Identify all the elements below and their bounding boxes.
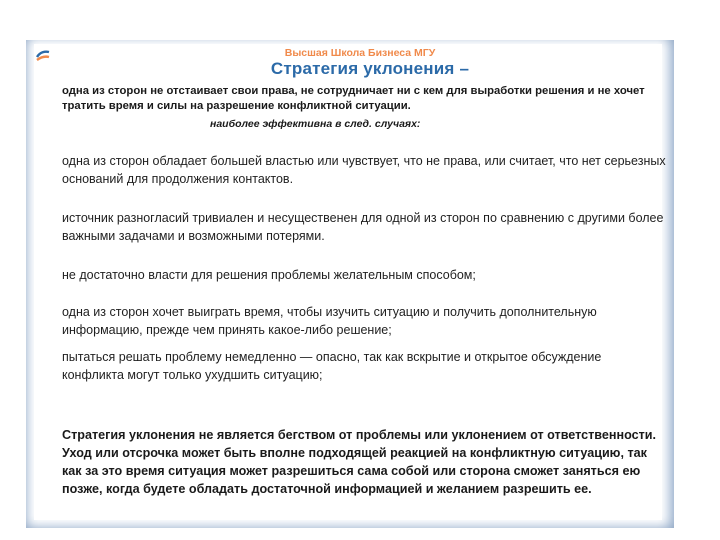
list-item: одна из сторон обладает большей властью или чувствует, что не права, или считает, что нет серьезных оснований для продолжения контактов. [62,154,666,186]
list-item: источник разногласий тривиален и несущественен для одной из сторон по сравнению с другими более важными задачами и возможными потерями. [62,211,664,243]
list-item: одна из сторон хочет выиграть время, чтобы изучить ситуацию и получить дополнительную информацию, прежде чем принять какое-либо решение; [62,305,597,337]
slide-title: Стратегия уклонения – [270,59,470,78]
list-item: не достаточно власти для решения проблемы желательным способом; [62,268,476,282]
school-name: Высшая Школа Бизнеса МГУ [284,47,436,59]
conclusion-text: Стратегия уклонения не является бегством от проблемы или уклонением от ответственности. Уход или отсрочка может быть вполне подходящей реакцией на конфликтную ситуацию, так как за это время ситуация может разрешиться сама собой или сторона сможет заняться ею позже, когда будете обладать достаточной информацией и желанием разрешить ее. [62,428,657,496]
intro-text: одна из сторон не отстаивает свои права, не сотрудничает ни с кем для выработки решения и не хочет тратить время и силы на разрешение конфликтной ситуации. [62,85,645,112]
list-item: пытаться решать проблему немедленно — опасно, так как вскрытие и открытое обсуждение конфликта могут только ухудшить ситуацию; [62,350,602,382]
logo-icon [35,48,51,64]
subheading: наиболее эффективна в след. случаях: [210,118,421,130]
